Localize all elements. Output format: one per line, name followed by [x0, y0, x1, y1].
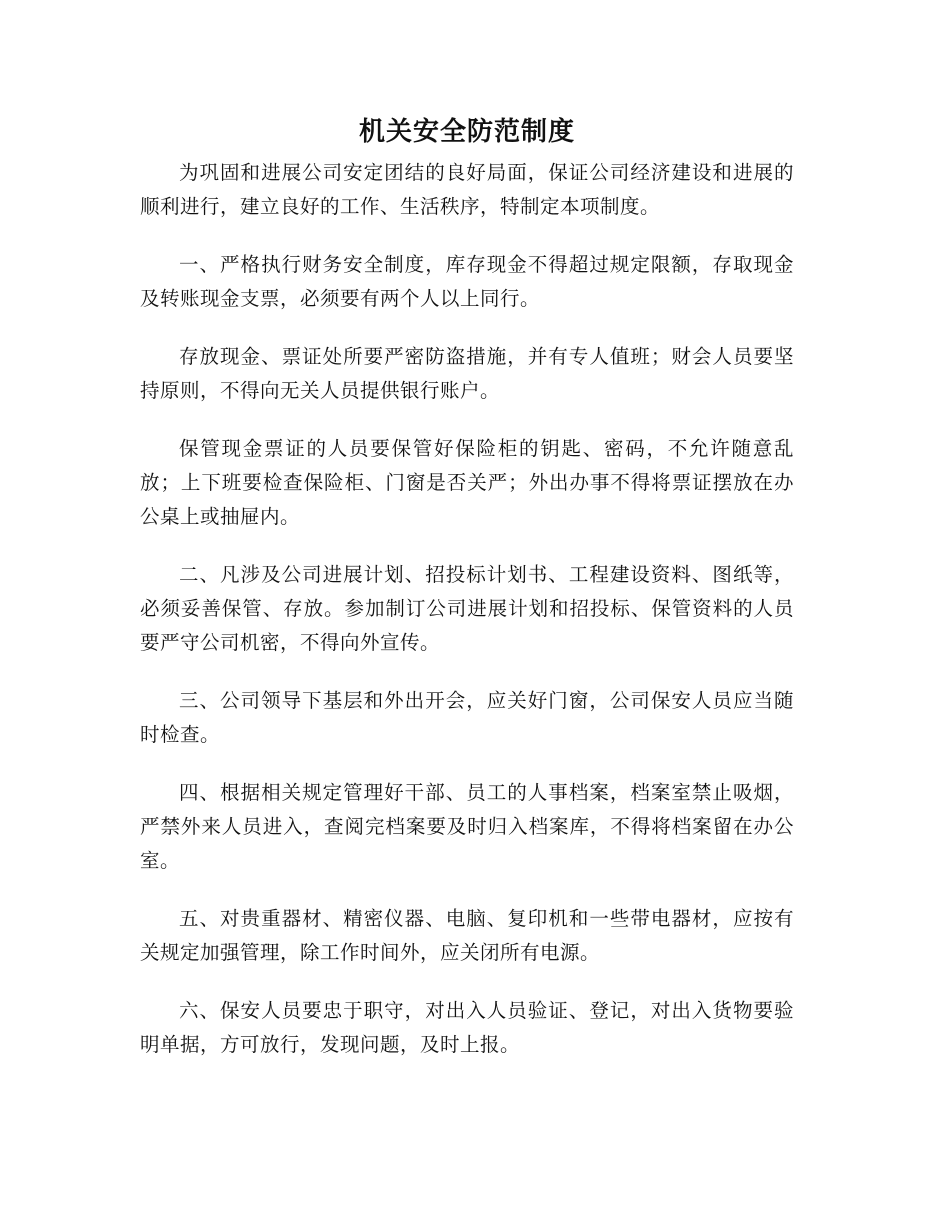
paragraph-6: 四、根据相关规定管理好干部、员工的人事档案，档案室禁止吸烟，严禁外来人员进入，查阅完档案要及时归入档案库，不得将档案留在办公室。	[140, 781, 794, 872]
paragraph-8: 六、保安人员要忠于职守，对出入人员验证、登记，对出入货物要验明单据，方可放行，发现问题，及时上报。	[140, 999, 794, 1056]
paragraph-3: 保管现金票证的人员要保管好保险柜的钥匙、密码，不允许随意乱放；上下班要检查保险柜、门窗是否关严；外出办事不得将票证摆放在办公桌上或抽屉内。	[140, 437, 794, 528]
paragraph-intro: 为巩固和进展公司安定团结的良好局面，保证公司经济建设和进展的顺利进行，建立良好的工作、生活秩序，特制定本项制度。	[140, 161, 794, 218]
paragraph-7: 五、对贵重器材、精密仪器、电脑、复印机和一些带电器材，应按有关规定加强管理，除工作时间外，应关闭所有电源。	[140, 907, 794, 964]
document-title: 机关安全防范制度	[358, 117, 575, 147]
paragraph-4: 二、凡涉及公司进展计划、招投标计划书、工程建设资料、图纸等，必须妥善保管、存放。参加制订公司进展计划和招投标、保管资料的人员要严守公司机密，不得向外宣传。	[140, 563, 794, 654]
paragraph-1: 一、严格执行财务安全制度，库存现金不得超过规定限额，存取现金及转账现金支票，必须要有两个人以上同行。	[140, 253, 794, 310]
document-page	[140, 112, 794, 1086]
paragraph-5: 三、公司领导下基层和外出开会，应关好门窗，公司保安人员应当随时检查。	[140, 689, 794, 746]
paragraph-2: 存放现金、票证处所要严密防盗措施，并有专人值班；财会人员要坚持原则，不得向无关人员提供银行账户。	[140, 345, 794, 402]
